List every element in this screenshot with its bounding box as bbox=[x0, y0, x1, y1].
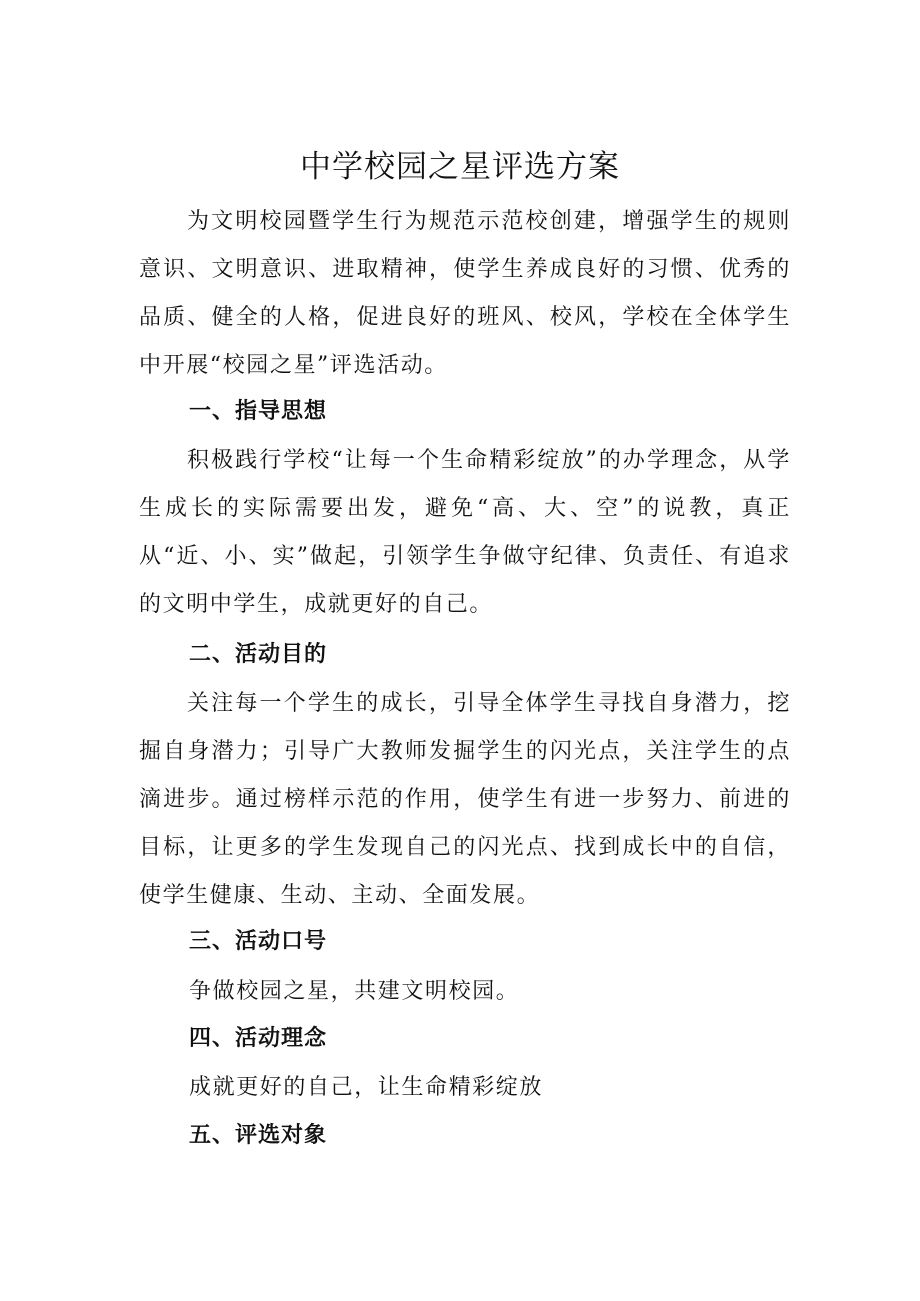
section-heading-activity-slogan: 三、活动口号 bbox=[189, 929, 328, 954]
section-body-activity-slogan: 争做校园之星，共建文明校园。 bbox=[189, 979, 520, 1004]
section-heading-activity-purpose: 二、活动目的 bbox=[189, 642, 328, 667]
document-title: 中学校园之星评选方案 bbox=[300, 148, 620, 185]
intro-paragraph: 为文明校园暨学生行为规范示范校创建，增强学生的规则意识、文明意识、进取精神，使学生养成良好的习惯、优秀的品质、健全的人格，促进良好的班风、校风，学校在全体学生中开展“校园之星”评选活动。 bbox=[139, 209, 791, 378]
section-body-guiding-ideology: 积极践行学校“让每一个生命精彩绽放”的办学理念，从学生成长的实际需要出发，避免“高、大、空”的说教，真正从“近、小、实”做起，引领学生争做守纪律、负责任、有追求的文明中学生，成就更好的自己。 bbox=[139, 448, 791, 617]
section-heading-guiding-ideology: 一、指导思想 bbox=[189, 399, 328, 424]
section-heading-selection-targets: 五、评选对象 bbox=[189, 1123, 328, 1148]
section-heading-activity-philosophy: 四、活动理念 bbox=[189, 1026, 328, 1051]
section-body-activity-purpose: 关注每一个学生的成长，引导全体学生寻找自身潜力，挖掘自身潜力；引导广大教师发掘学生的闪光点，关注学生的点滴进步。通过榜样示范的作用，使学生有进一步努力、前进的目标，让更多的学生发现自己的闪光点、找到成长中的自信，使学生健康、生动、主动、全面发展。 bbox=[139, 691, 791, 908]
section-body-activity-philosophy: 成就更好的自己，让生命精彩绽放 bbox=[189, 1075, 544, 1100]
